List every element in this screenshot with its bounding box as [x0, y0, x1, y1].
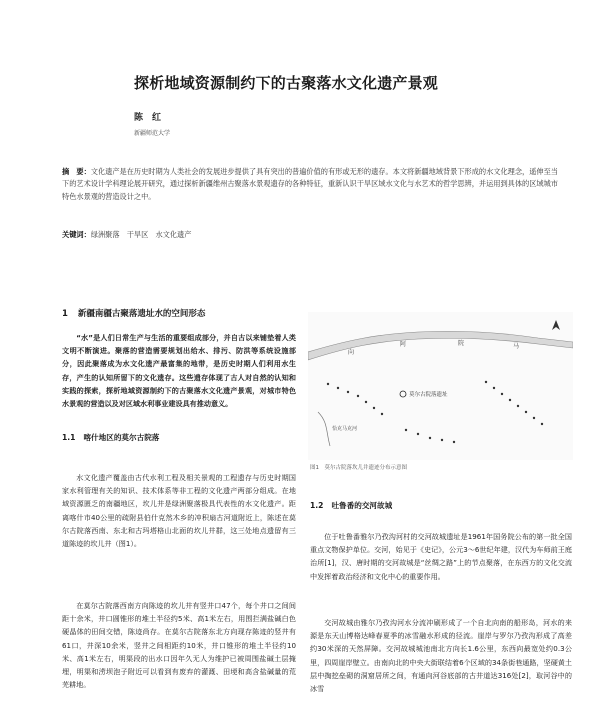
subsection-1-2-title: 吐鲁番的交河故城 [331, 501, 393, 510]
section-1-number: 1 [62, 309, 68, 319]
map-label-2: 阿 [400, 341, 407, 348]
keywords-label: 关键词： [62, 230, 91, 239]
subsection-1-2-heading [310, 500, 392, 511]
figure-map [308, 312, 573, 460]
subsection-1-1-title: 喀什地区的莫尔古院落 [83, 433, 160, 442]
author: 陈 红 [134, 113, 162, 123]
figure-caption: 图1 莫尔古院落坎儿井遗迹分布示意图 [310, 465, 408, 471]
keywords-text: 绿洲聚落 干旱区 水文化遗产 [90, 230, 192, 239]
keywords [62, 230, 191, 240]
map-label-1: 向 [348, 349, 355, 356]
subsection-1-1-number: 1.1 [62, 433, 76, 442]
abstract-label: 摘 要： [62, 167, 91, 176]
subsection-1-1-para-1: 水文化遗产覆盖由古代水利工程及相关景观的工程遗存与历史时期国家水利管理有关的知识、技术体系等非工程的文化遗产两部分组成。在地域资源匮乏的南疆地区，坎儿井是绿洲聚落极具代表性的水文化遗产。距离喀什市40公里的疏附县伯什克然木乡的冲积扇古河道附近上，陈述在莫尔古院落西南、东北和古玛塔格山北面的坎儿井群，这三处地点遗留有三道陈迹的坎儿井（图1）。 [62, 473, 296, 549]
subsection-1-1-para-2: 在莫尔古院落西南方向陈迹的坎儿井有竖井口47个，每个井口之间间距十余米，井口圆锥形的堆土半径约5米、高1米左右，用围拦满盐碱白色硬晶体的田间交错，陈迹尚存。在莫尔古院落东北方向现存陈迹的竖井有61口，井深10余米，竖井之间相距约10米，井口锥形的堆土半径约10米、高1米左右，明渠段的出水口因年久无人为维护已被周围盐碱土层掩埋，明渠和涝坝泡子附近可以看到有废弃的灌溉、田埂和高含盐碱量的荒芜耕地。 [62, 601, 296, 690]
subsection-1-1-heading [62, 432, 159, 443]
subsection-1-2-para-2: 交河故城由雅尔乃孜沟河水分流冲刷形成了一个自北向南的船形岛，河水的来源是东天山博格达峰春夏季的冰雪融水形成的径流。崖岸与罗尔乃孜沟形成了高差约30米深的天然屏障。交河故城城池南北方向长1.6公里，东西向最宽处约0.3公里，四周崖岸壁立。由南向北的中央大街联结着6个区域的34条街巷通路，坚硬黄土层中掏挖垒砌的洞窟居所之间，有通向河谷底部的古井道达316处[2]，取河谷中的冰雪 [310, 618, 572, 694]
section-1-title: 新疆南疆古聚落遗址水的空间形态 [77, 309, 206, 319]
affiliation: 新疆师范大学 [134, 130, 171, 137]
map-label-3: 院 [458, 340, 465, 347]
subsection-1-2-number: 1.2 [310, 501, 324, 510]
abstract-text: 文化遗产是在历史时期为人类社会的发展进步提供了具有突出的普遍价值的有形或无形的遗存。本文将新疆地域背景下形成的水文化理念，遥伸至当下的艺术设计学科理论展开研究，通过探析新疆维州古聚落水景观遗存的各种特征，重新认识干旱区域水文化与水艺术的哲学思辨，并运用到具体的区域城市特色水景观的营造设计之中。 [62, 167, 558, 201]
paper-title: 探析地域资源制约下的古聚落水文化遗产景观 [134, 74, 439, 92]
subsection-1-2-para-1: 位于吐鲁番雅尔乃孜沟河村的交河故城遗址是1961年国务院公布的第一批全国重点文物保护单位。交河，始见于《史记》，公元3～6世纪年建，汉代为车师前王庭治所[1]，汉、唐时期的交河故城是“丝绸之路”上的节点聚落，在东西方的文化交流中发挥着政治经济和文化中心的重要作用。 [310, 532, 572, 581]
abstract [62, 166, 562, 203]
site-label: 莫尔古院落遗址 [409, 392, 448, 398]
river-label: 恰克马克河 [332, 426, 358, 432]
section-1-heading [62, 307, 205, 319]
map-label-4: 马 [513, 343, 520, 350]
section-1-intro: “水”是人们日常生产与生活的重要组成部分，并自古以来铺垫着人类文明不断演进。聚落的营造需要规划出给水、排污、防洪等系统设施部分，因此聚落成为水文化遗产最富集的地带，是历史时期人们利用水生存，产生的认知所留下的文化遗存。这些遗存体现了古人对自然的认知和实践的探索，探析地域资源制约下的古聚落水文化遗产景观，对城市特色水景观的营造以及对区域水利事业建设具有推动意义。 [62, 333, 296, 409]
